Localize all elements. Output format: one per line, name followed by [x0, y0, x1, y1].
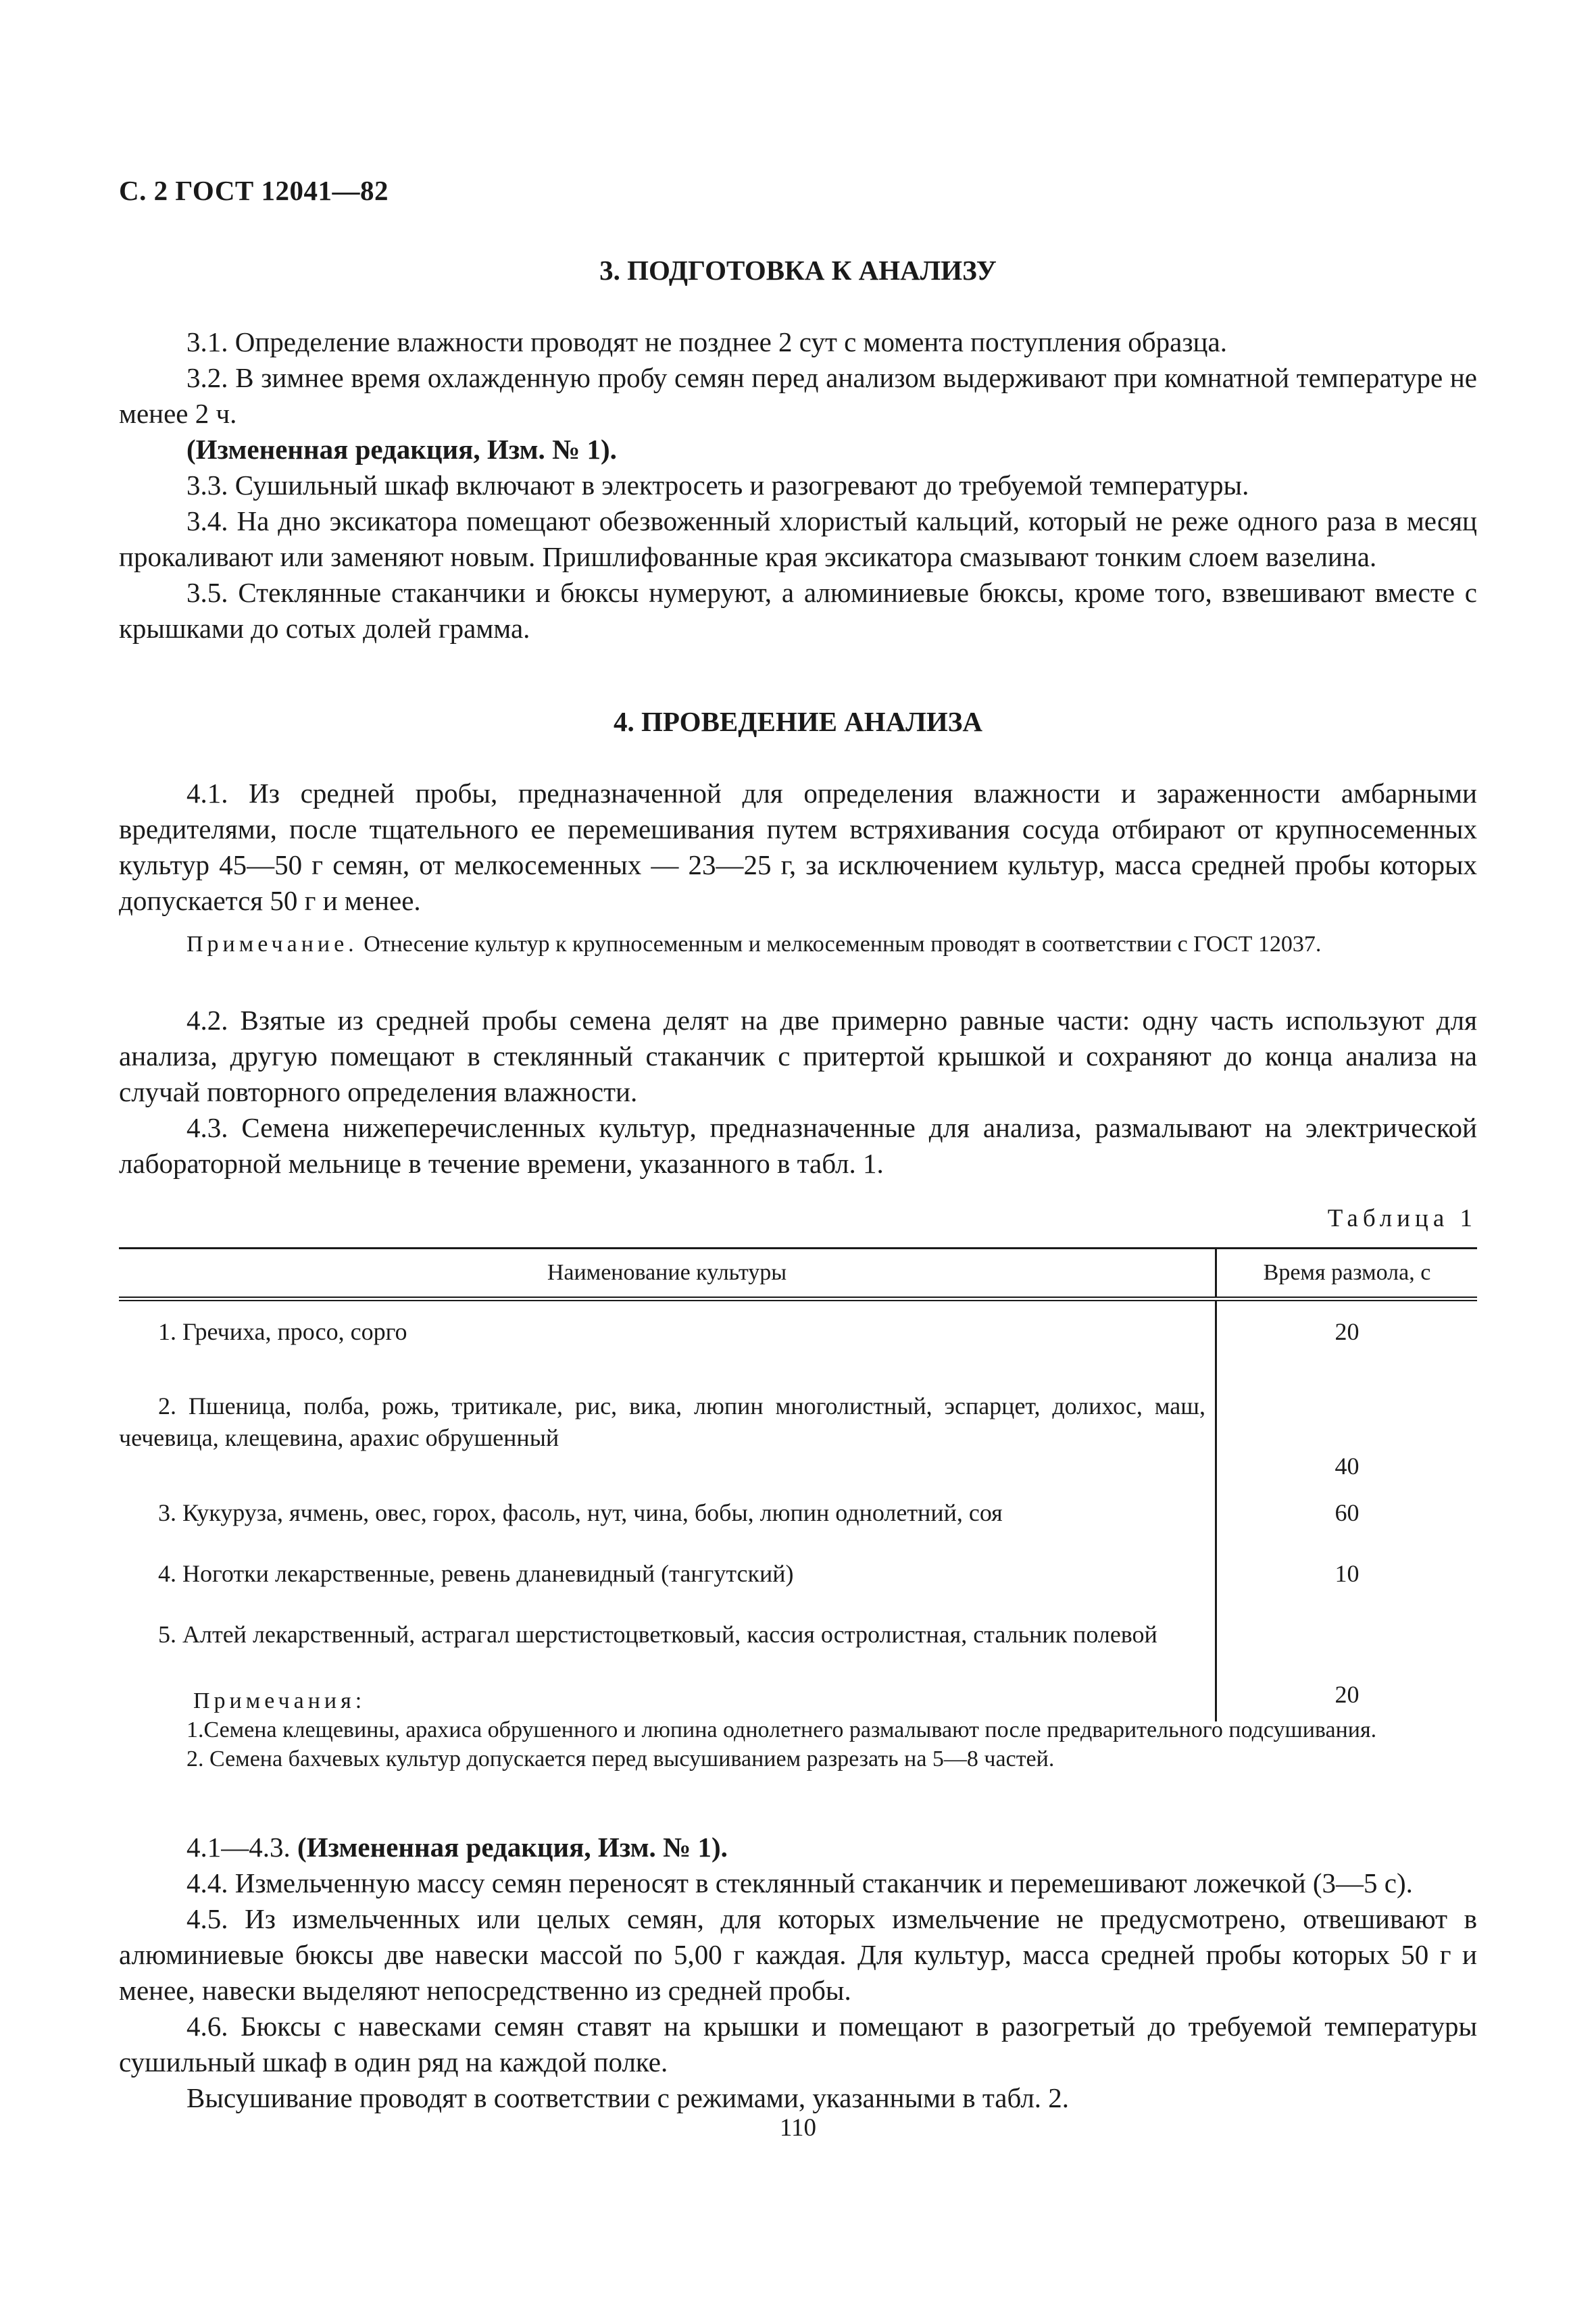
- table-cell-time: 20: [1335, 1681, 1360, 1708]
- section-3-title: 3. ПОДГОТОВКА К АНАЛИЗУ: [599, 255, 997, 286]
- table-header-row: [119, 1249, 1477, 1299]
- paragraph-3-1: 3.1. Определение влажности проводят не позднее 2 сут с момента поступления образца.: [186, 326, 1227, 357]
- section-4-body: [119, 776, 1477, 919]
- table-cell-culture: 4. Ноготки лекарственные, ревень дланевидный (тангутский): [119, 1543, 1216, 1604]
- section-4-body-final: [119, 1830, 1477, 2116]
- paragraph-3-5: 3.5. Стеклянные стаканчики и бюксы нумеруют, а алюминиевые бюксы, кроме того, взвешивают вместе с крышками до сотых долей грамма.: [119, 577, 1477, 644]
- paragraph-4-2: 4.2. Взятые из средней пробы семена делят на две примерно равные части: одну часть используют для анализа, другую помещают в стеклянный стаканчик с притертой крышкой и сохраняют до конца анализа на случай повторного определения влажности.: [119, 1005, 1477, 1107]
- table-cell-time: 40: [1335, 1453, 1360, 1480]
- amendment-note-4-1-4-3: [119, 1830, 1477, 1865]
- amendment-prefix: 4.1—4.3.: [186, 1832, 297, 1863]
- table-cell-time: 20: [1335, 1318, 1360, 1345]
- table-notes-label-text: Примечания:: [193, 1688, 366, 1713]
- paragraph-3-4: 3.4. На дно эксикатора помещают обезвоженный хлористый кальций, который не реже одного раза в месяц прокаливают или заменяют новым. Пришлифованные края эксикатора смазывают тонким слоем вазелина.: [119, 505, 1477, 572]
- paragraph-drying: Высушивание проводят в соответствии с режимами, указанными в табл. 2.: [186, 2082, 1070, 2113]
- paragraph-4-6: 4.6. Бюксы с навесками семян ставят на крышки и помещают в разогретый до требуемой температуры сушильный шкаф в один ряд на каждой полке.: [119, 2011, 1477, 2078]
- note-block: [119, 930, 1477, 959]
- table-cell-culture: 5. Алтей лекарственный, астрагал шерстистоцветковый, кассия остролистная, стальник полевой: [119, 1604, 1216, 1721]
- table-notes-label: [119, 1686, 1477, 1715]
- grinding-time-table: [119, 1247, 1477, 1721]
- table-notes: [119, 1686, 1477, 1774]
- paragraph-4-3: 4.3. Семена нижеперечисленных культур, предназначенные для анализа, размалывают на электрической лабораторной мельнице в течение времени, указанного в табл. 1.: [119, 1112, 1477, 1179]
- table-cell-culture: 2. Пшеница, полба, рожь, тритикале, рис, вика, люпин многолистный, эспарцет, долихос, маш, чечевица, клещевина, арахис обрушенный: [119, 1376, 1216, 1482]
- page-number: 110: [779, 2114, 817, 2142]
- table-row: [119, 1543, 1477, 1604]
- table-cell-culture: 3. Кукуруза, ячмень, овес, горох, фасоль, нут, чина, бобы, люпин однолетний, соя: [119, 1482, 1216, 1543]
- table-note-1: 1.Семена клещевины, арахиса обрушенного и люпина однолетнего размалывают после предварительного подсушивания.: [186, 1717, 1377, 1742]
- note-paragraph: [119, 930, 1477, 959]
- header-culture-name: Наименование культуры: [119, 1249, 1216, 1299]
- table-cell-time: 10: [1335, 1560, 1360, 1587]
- table-row: [119, 1299, 1477, 1376]
- table-note-2: 2. Семена бахчевых культур допускается перед высушиванием разрезать на 5—8 частей.: [186, 1746, 1055, 1771]
- paragraph-3-2: 3.2. В зимнее время охлажденную пробу семян перед анализом выдерживают при комнатной температуре не менее 2 ч.: [119, 362, 1477, 429]
- section-4-title: 4. ПРОВЕДЕНИЕ АНАЛИЗА: [613, 706, 982, 737]
- header-grinding-time: Время размола, с: [1216, 1249, 1478, 1299]
- amendment-note-text: (Измененная редакция, Изм. № 1).: [186, 434, 617, 465]
- paragraph-3-3: 3.3. Сушильный шкаф включают в электросеть и разогревают до требуемой температуры.: [186, 470, 1249, 501]
- paragraph-4-4: 4.4. Измельченную массу семян переносят в стеклянный стаканчик и перемешивают ложечкой (3—5 с).: [186, 1867, 1413, 1898]
- paragraph-4-5: 4.5. Из измельченных или целых семян, для которых измельчение не предусмотрено, отвешивают в алюминиевые бюксы две навески массой по 5,00 г каждая. Для культур, масса средней пробы которых 50 г и менее, навески выделяют непосредственно из средней пробы.: [119, 1903, 1477, 2006]
- table-row: [119, 1376, 1477, 1482]
- note-label: Примечание.: [186, 932, 358, 957]
- section-3-body: [119, 324, 1477, 647]
- amendment-note: [119, 432, 1477, 468]
- table-row: [119, 1482, 1477, 1543]
- table-1-caption: Таблица 1: [1327, 1205, 1477, 1232]
- document-page: [119, 0, 1477, 2314]
- note-text: Отнесение культур к крупносеменным и мелкосеменным проводят в соответствии с ГОСТ 12037.: [357, 932, 1322, 957]
- section-4-body-continued: [119, 1003, 1477, 1182]
- running-head: С. 2 ГОСТ 12041—82: [119, 175, 389, 206]
- table-cell-time: 60: [1335, 1499, 1360, 1526]
- paragraph-4-1: 4.1. Из средней пробы, предназначенной для определения влажности и зараженности амбарными вредителями, после тщательного ее перемешивания путем встряхивания сосуда отбирают от крупносеменных культур 45—50 г семян, от мелкосеменных — 23—25 г, за исключением культур, масса средней пробы которых допускается 50 г и менее.: [119, 778, 1477, 916]
- table-cell-culture: 1. Гречиха, просо, сорго: [119, 1299, 1216, 1376]
- amendment-note-text: (Измененная редакция, Изм. № 1).: [297, 1832, 728, 1863]
